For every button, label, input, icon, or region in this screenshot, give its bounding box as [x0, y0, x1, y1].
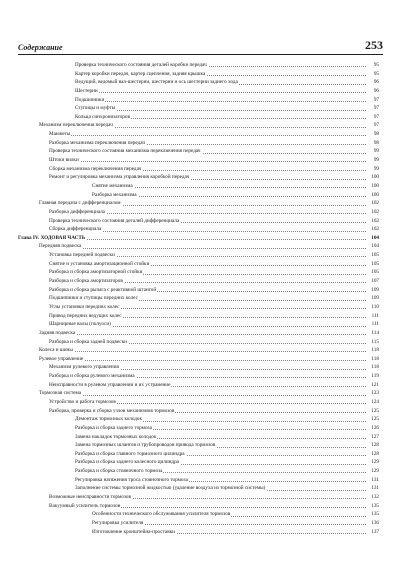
toc-entry-page: 110 — [371, 303, 379, 310]
toc-entry — [18, 208, 379, 217]
toc-entry — [18, 78, 379, 87]
toc-entry-page: 121 — [371, 381, 379, 388]
toc-entry-title: Глава IV. ХОДОВАЯ ЧАСТЬ — [18, 234, 86, 241]
toc-entry-title: Снятие и установка амортизационной стойки — [49, 260, 150, 267]
toc-entry-page: 100 — [371, 182, 379, 189]
table-of-contents — [18, 61, 379, 536]
toc-entry — [18, 476, 379, 485]
toc-entry-page: 99 — [373, 148, 379, 155]
toc-entry — [18, 199, 379, 208]
toc-entry-title: Регулировка усилителя — [92, 519, 144, 526]
toc-entry-page: 109 — [371, 295, 379, 302]
toc-entry — [18, 87, 379, 96]
toc-entry — [18, 294, 379, 303]
toc-entry-title: Ведущий, ведомый вал-шестерни, шестерни и ось шестерни заднего хода — [75, 79, 238, 86]
toc-entry — [18, 225, 379, 234]
toc-entry — [18, 139, 379, 148]
toc-entry-title: Главная передача с дифференциалом — [39, 200, 121, 207]
toc-entry — [18, 191, 379, 200]
section-title: Содержание — [18, 43, 63, 52]
toc-entry-title: Привод передних ведущих колес — [49, 312, 122, 319]
toc-entry-title: Разборка механизма — [92, 191, 137, 198]
toc-entry-title: Разборка и сборка рулевого механизма — [49, 373, 135, 380]
toc-entry — [18, 407, 379, 416]
toc-entry-title: Разборка и сборка стояночного тормоза — [75, 468, 163, 475]
toc-entry — [18, 70, 379, 79]
leader-dots — [75, 92, 366, 93]
toc-entry — [18, 355, 379, 364]
toc-entry-title: Проверка технического состояния деталей дифференциала — [49, 217, 180, 224]
toc-entry — [18, 398, 379, 407]
toc-entry-title: Особенности технического обслуживания усилителя тормозов — [92, 511, 231, 518]
toc-entry — [18, 441, 379, 450]
toc-entry-title: Неисправности в рулевом управлении и их устранение — [49, 381, 171, 388]
toc-entry-page: 128 — [371, 442, 379, 449]
toc-entry-title: Устройство и работа тормозов — [49, 398, 116, 405]
toc-entry-title: Картер коробки передач, картер сцепления, задняя крышка — [75, 70, 206, 77]
toc-entry — [18, 242, 379, 251]
toc-entry-title: Задняя подвеска — [39, 329, 76, 336]
toc-entry-page: 118 — [371, 355, 379, 362]
toc-entry-page: 114 — [371, 329, 379, 336]
toc-entry — [18, 415, 379, 424]
toc-entry-page: 107 — [371, 278, 379, 285]
toc-entry-page: 118 — [371, 364, 379, 371]
toc-entry — [18, 433, 379, 442]
toc-entry — [18, 277, 379, 286]
toc-entry-title: Разборка и сборка заднего тормоза — [75, 424, 152, 431]
toc-entry-title: Рулевое управление — [39, 355, 84, 362]
toc-entry-page: 128 — [371, 450, 379, 457]
toc-entry-page: 109 — [371, 286, 379, 293]
toc-entry — [18, 502, 379, 511]
toc-entry-page: 131 — [371, 476, 379, 483]
toc-entry — [18, 320, 379, 329]
toc-entry-title: Замена тормозных шлангов и трубопроводов привода тормозов — [75, 442, 216, 449]
toc-entry-title: Разборка и сборка задней подвески — [49, 338, 127, 345]
toc-entry-title: Тормозная система — [39, 390, 82, 397]
leader-dots — [75, 110, 366, 111]
toc-entry-title: Разборка и сборка амортизаторов — [49, 278, 123, 285]
toc-entry-title: Механизм переключения передач — [39, 122, 113, 129]
toc-entry-page: 111 — [371, 312, 379, 319]
toc-entry-page: 135 — [371, 502, 379, 509]
toc-entry-title: Шарнирные валы (полуоси) — [49, 321, 111, 328]
toc-entry-page: 115 — [371, 338, 379, 345]
toc-entry — [18, 268, 379, 277]
toc-entry-page: 126 — [371, 424, 379, 431]
toc-entry-page: 136 — [371, 519, 379, 526]
toc-entry-page: 104 — [371, 234, 379, 241]
toc-entry — [18, 96, 379, 105]
toc-entry-page: 96 — [373, 87, 379, 94]
toc-entry — [18, 329, 379, 338]
toc-entry-title: Штоки вилки — [49, 157, 79, 164]
toc-entry — [18, 389, 379, 398]
leader-dots — [39, 248, 366, 249]
toc-entry — [18, 251, 379, 260]
toc-entry-title: Углы установки передних колес — [49, 303, 120, 310]
toc-entry — [18, 104, 379, 113]
toc-entry — [18, 381, 379, 390]
toc-entry-title: Изготовление кронштейна-проставки — [92, 528, 175, 535]
toc-entry-title: Регулировка натяжения троса стояночного тормоза — [75, 476, 188, 483]
toc-entry — [18, 303, 379, 312]
toc-entry-page: 97 — [373, 122, 379, 129]
toc-entry — [18, 467, 379, 476]
toc-entry-title: Возможные неисправности тормозов — [49, 494, 131, 501]
toc-entry-page: 105 — [371, 252, 379, 259]
toc-entry-page: 95 — [373, 70, 379, 77]
toc-entry — [18, 173, 379, 182]
toc-entry-title: Замена накладок тормозных колодок — [75, 433, 157, 440]
toc-entry-title: Разборка, проверка и сборка узлов механизмов тормозов — [49, 407, 175, 414]
toc-entry — [18, 510, 379, 519]
leader-dots — [75, 101, 366, 102]
toc-entry — [18, 260, 379, 269]
toc-entry-title: Ремонт и регулировка механизма управления коробкой передач — [49, 174, 190, 181]
toc-entry-page: 111 — [371, 321, 379, 328]
toc-entry — [18, 519, 379, 528]
toc-entry — [18, 363, 379, 372]
page-header — [18, 36, 383, 55]
toc-entry-title: Вакуумный усилитель тормозов — [49, 502, 121, 509]
toc-entry-page: 97 — [373, 113, 379, 120]
leader-dots — [49, 135, 366, 136]
toc-entry — [18, 286, 379, 295]
toc-entry-page: 118 — [371, 347, 379, 354]
toc-entry-page: 123 — [371, 390, 379, 397]
leader-dots — [39, 360, 366, 361]
toc-entry-title: Заполнение системы тормозной жидкостью (удаление воздуха из тормозной системы) — [75, 485, 266, 492]
toc-entry-title: Колеса и шины — [39, 347, 73, 354]
toc-entry-title: Подшипники и ступицы передних колес — [49, 295, 138, 302]
toc-entry — [18, 346, 379, 355]
toc-entry — [18, 234, 379, 243]
toc-entry — [18, 130, 379, 139]
toc-entry-page: 129 — [371, 459, 379, 466]
toc-entry-title: Разборка механизма переключения передач — [49, 139, 145, 146]
toc-entry-page: 129 — [371, 468, 379, 475]
toc-entry-page: 119 — [371, 373, 379, 380]
toc-entry-page: 102 — [371, 226, 379, 233]
toc-entry-title: Манжеты — [49, 131, 71, 138]
toc-entry-title: Сборка дифференциала — [49, 226, 102, 233]
toc-entry — [18, 61, 379, 70]
toc-entry-page: 131 — [371, 485, 379, 492]
toc-entry-title: Демонтаж тормозных колодок — [75, 416, 143, 423]
toc-entry — [18, 165, 379, 174]
toc-entry — [18, 217, 379, 226]
toc-entry-page: 125 — [371, 407, 379, 414]
toc-entry-title: Подшипники — [75, 96, 105, 103]
toc-entry-title: Разборка и сборка амортизаторной стойки — [49, 269, 143, 276]
toc-entry-page: 105 — [371, 260, 379, 267]
leader-dots — [49, 161, 366, 162]
toc-entry-title: Передняя подвеска — [39, 243, 82, 250]
toc-entry-title: Разборка и сборка главного тормозного цилиндра — [75, 450, 185, 457]
leader-dots — [39, 395, 366, 396]
toc-entry-page: 132 — [371, 494, 379, 501]
toc-entry — [18, 121, 379, 130]
toc-entry — [18, 493, 379, 502]
toc-entry-page: 97 — [373, 96, 379, 103]
toc-entry — [18, 458, 379, 467]
toc-entry-page: 100 — [371, 191, 379, 198]
toc-entry — [18, 182, 379, 191]
toc-entry — [18, 312, 379, 321]
toc-entry-page: 127 — [371, 433, 379, 440]
toc-entry — [18, 113, 379, 122]
toc-entry-title: Механизм рулевого управления — [49, 364, 119, 371]
toc-entry — [18, 424, 379, 433]
toc-entry — [18, 372, 379, 381]
toc-entry — [18, 147, 379, 156]
toc-entry-title: Проверка технического состояния механизма переключения передач — [49, 148, 201, 155]
toc-entry-page: 102 — [371, 200, 379, 207]
toc-entry-title: Разборка дифференциала — [49, 208, 105, 215]
leader-dots — [39, 351, 366, 352]
toc-entry-title: Кольца синхронизаторов — [75, 113, 130, 120]
toc-entry-page: 125 — [371, 416, 379, 423]
toc-entry-title: Разборка и сборка рычага с реактивной штангой — [49, 286, 157, 293]
toc-entry-page: 137 — [371, 528, 379, 535]
toc-entry — [18, 338, 379, 347]
toc-entry-page: 102 — [371, 217, 379, 224]
toc-entry — [18, 484, 379, 493]
toc-entry-page: 97 — [373, 105, 379, 112]
toc-entry-page: 98 — [373, 139, 379, 146]
toc-entry-page: 105 — [371, 269, 379, 276]
toc-entry-page: 102 — [371, 208, 379, 215]
toc-entry-title: Снятие механизма — [92, 182, 133, 189]
toc-entry-title: Сборка механизма переключения передач — [49, 165, 142, 172]
toc-entry-page: 104 — [371, 243, 379, 250]
toc-entry — [18, 528, 379, 537]
toc-entry-title: Ступицы и муфты — [75, 105, 116, 112]
toc-entry — [18, 450, 379, 459]
page-number: 253 — [365, 38, 383, 52]
toc-entry-title: Разборка и сборка заднего колесного цилиндра — [75, 459, 179, 466]
toc-entry-page: 100 — [371, 174, 379, 181]
toc-entry-page: 96 — [373, 79, 379, 86]
toc-entry-page: 95 — [373, 62, 379, 68]
toc-entry-page: 124 — [371, 398, 379, 405]
toc-entry-title: Установка передней подвески — [49, 252, 115, 259]
leader-dots — [39, 334, 366, 335]
toc-entry — [18, 156, 379, 165]
toc-entry-title: Проверка технического состояния деталей коробки передач — [75, 62, 207, 68]
toc-entry-page: 99 — [373, 157, 379, 164]
toc-entry-page: 98 — [373, 131, 379, 138]
toc-entry-title: Шестерни — [75, 87, 98, 94]
toc-entry-page: 99 — [373, 165, 379, 172]
toc-entry-page: 135 — [371, 511, 379, 518]
